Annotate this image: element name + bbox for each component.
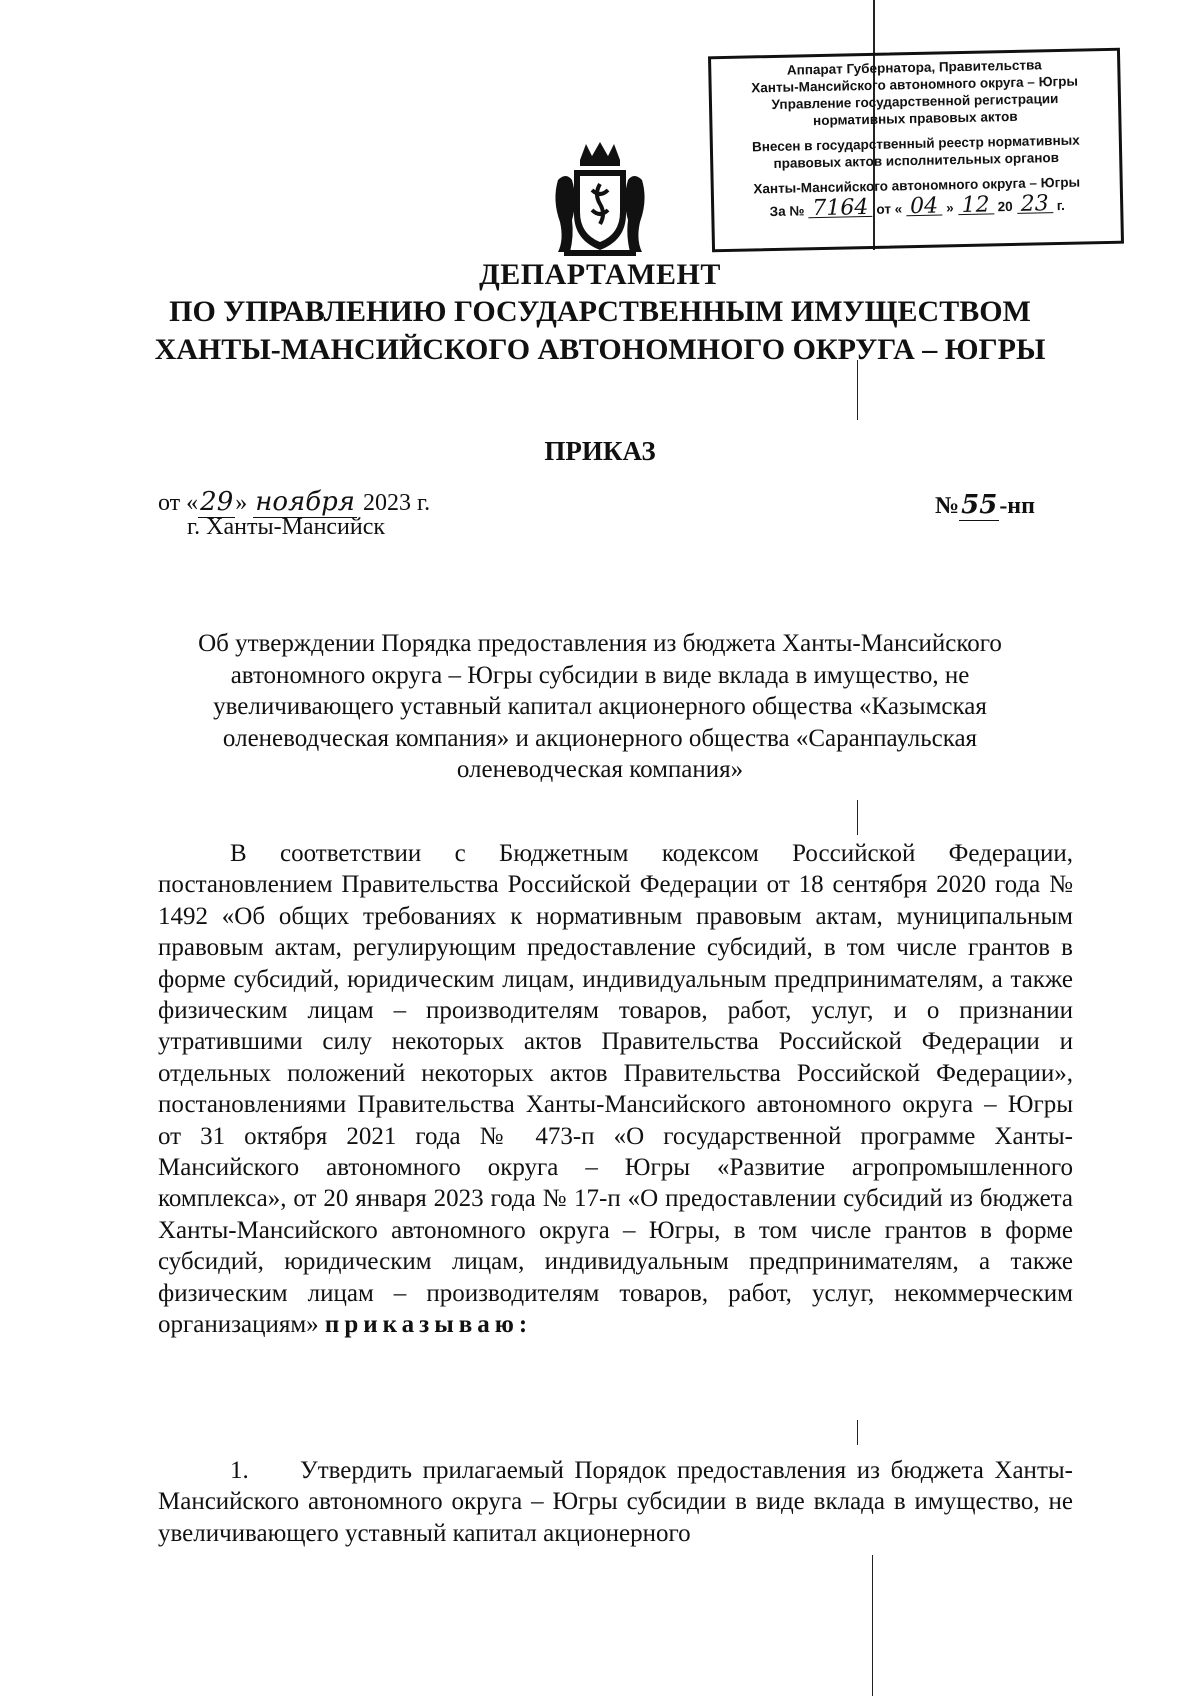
stamp-reg-year-prefix: 20 — [997, 198, 1013, 215]
order-word: приказываю — [324, 1311, 519, 1339]
stamp-line: Внесен в государственный реестр нормативных — [751, 132, 1080, 155]
number-prefix: № — [935, 493, 960, 519]
preamble-text: В соответствии с Бюджетным кодексом Российской Федерации, постановлением Правительства Российской Федерации от 18 сентября 2020 года № 1492 «Об общих требованиях к нормативным правовым актам, муниципальным правовым актам, регулирующим предоставление субсидий, в том числе грантов в форме субсидий, юридическим лицам, индивидуальным предпринимателям, а также физическим лицам – производителям товаров, работ, услуг, и о признании утратившими силу некоторых актов Правительства Российской Федерации и отдельных положений некоторых актов Правительства Российской Федерации», постановлениями Правительства Ханты-Мансийского автономного округа – Югры от 31 октября 2021 года № 473-п «О государственной программе Ханты-Мансийского автономного округа – Югры «Развитие агропромышленного комплекса», от 20 января 2023 года № 17-п «О предоставлении субсидий из бюджета Ханты-Мансийского автономного округа – Югры, в том числе грантов в форме субсидий, юридическим лицам, индивидуальным предпринимателям, а также физическим лицам – производителям товаров, работ, услуг, некоммерческим организациям» — [158, 840, 1073, 1339]
header-line-3: ХАНТЫ-МАНСИЙСКОГО АВТОНОМНОГО ОКРУГА – ЮГРЫ — [154, 333, 1046, 366]
date-day: 29 — [200, 487, 234, 517]
stamp-reg-suffix: г. — [1056, 197, 1065, 214]
number-suffix: -нп — [999, 493, 1035, 519]
order-colon: : — [518, 1311, 528, 1339]
scan-artifact-line — [857, 360, 858, 420]
scan-artifact-line — [857, 1420, 858, 1445]
stamp-reg-from: от « — [876, 201, 903, 217]
date-month: ноября — [255, 487, 355, 517]
header-line-2: ПО УПРАВЛЕНИЮ ГОСУДАРСТВЕННЫМ ИМУЩЕСТВОМ — [169, 295, 1031, 328]
date-year: 2023 г. — [357, 490, 431, 516]
stamp-reg-month: 12 — [957, 196, 993, 215]
coat-of-arms-emblem — [550, 140, 650, 258]
scan-artifact-line — [872, 1555, 873, 1696]
order-number — [935, 490, 1035, 520]
order-city: г. Ханты-Мансийск — [187, 514, 386, 540]
stamp-line: правовых актов исполнительных органов — [773, 150, 1060, 171]
order-subject: Об утверждении Порядка предоставления из бюджета Ханты-Мансийского автономного округа – Югры субсидии в виде вклада в имущество, не увеличивающего уставный капитал акционерного общества «Казымская оленеводческая компания» и акционерного общества «Саранпаульская оленеводческая компания» — [198, 630, 1002, 783]
stamp-reg-year: 23 — [1017, 195, 1053, 214]
scan-artifact-line — [857, 800, 858, 835]
item-text: Утвердить прилагаемый Порядок предоставления из бюджета Ханты-Мансийского автономного округа – Югры субсидии в виде вклада в имущество, не увеличивающего уставный капитал акционерного — [158, 1457, 1073, 1547]
number-value: 55 — [961, 490, 998, 520]
date-prefix: от « — [158, 490, 199, 516]
stamp-line: Ханты-Мансийского автономного округа – Югры — [753, 174, 1081, 197]
item-number: 1. — [230, 1457, 249, 1484]
department-header — [0, 257, 1200, 369]
order-date — [158, 488, 430, 517]
stamp-line: нормативных правовых актов — [812, 108, 1018, 129]
header-line-1: ДЕПАРТАМЕНТ — [479, 258, 721, 291]
order-item-1 — [158, 1455, 1073, 1549]
stamp-line: Аппарат Губернатора, Правительства — [786, 57, 1042, 78]
preamble-paragraph — [158, 838, 1073, 1341]
date-mid: » — [235, 490, 254, 516]
stamp-reg-mid: » — [946, 200, 954, 216]
registration-stamp — [708, 48, 1124, 253]
stamp-reg-number: 7164 — [808, 199, 872, 218]
stamp-line: Управление государственной регистрации — [771, 91, 1059, 113]
document-title: ПРИКАЗ — [544, 436, 656, 466]
stamp-line: Ханты-Мансийского автономного округа – Югры — [751, 73, 1079, 96]
stamp-registration-line — [720, 191, 1114, 222]
stamp-reg-prefix: За № — [769, 203, 805, 220]
stamp-reg-day: 04 — [906, 197, 942, 216]
